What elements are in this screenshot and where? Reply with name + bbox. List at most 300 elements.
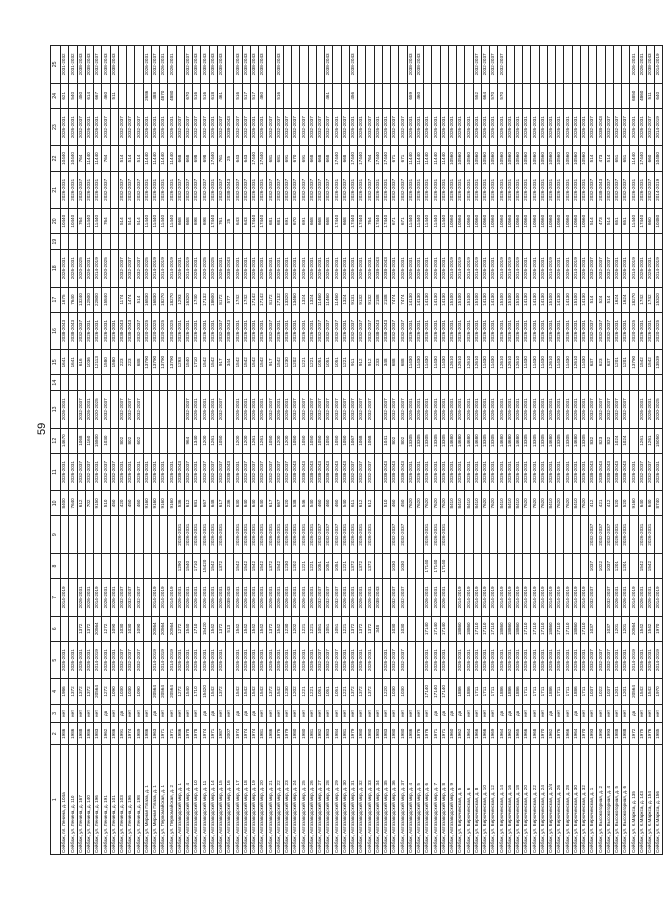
table-cell (151, 375, 159, 391)
table-cell: 2026-2031 (481, 249, 489, 287)
table-cell: дв (209, 704, 217, 723)
table-cell (572, 234, 580, 250)
table-cell: 460 (259, 83, 267, 108)
table-cell: 17140 (440, 554, 448, 579)
table-cell: 2026-2031 (193, 579, 201, 617)
table-cell: 2026-2031 (523, 453, 531, 491)
table-cell: 2026-2031 (613, 516, 621, 554)
table-cell: 11430 (580, 350, 588, 375)
table-cell: 1962 (102, 723, 110, 745)
table-row (597, 46, 605, 855)
table-row (135, 46, 143, 855)
table-cell: 1201 (622, 616, 630, 641)
table-cell: 10560 (473, 209, 481, 234)
table-cell (572, 375, 580, 391)
table-cell: 2026-2031 (94, 108, 102, 146)
table-cell: 2032-2037 (605, 249, 613, 287)
table-cell: 2014-2019 (473, 579, 481, 617)
table-cell: 2014-2019 (160, 579, 168, 617)
table-cell: 2026-2031 (506, 391, 514, 429)
table-cell: 2026-2031 (242, 641, 250, 679)
table-cell: нет (473, 704, 481, 723)
table-cell: 2014-2019 (160, 641, 168, 679)
table-cell (118, 234, 126, 250)
table-cell: 516 (193, 83, 201, 108)
table-cell (556, 554, 564, 579)
table-cell: 16830 (151, 287, 159, 312)
table-cell: нет (333, 704, 341, 723)
table-cell: 2038-2043 (193, 46, 201, 84)
table-row (523, 46, 531, 855)
table-row (201, 46, 209, 855)
table-cell: 698 (201, 209, 209, 234)
table-cell: 2026-2031 (514, 171, 522, 209)
table-cell: 2026-2031 (613, 641, 621, 679)
table-cell: 1711 (531, 679, 539, 704)
table-cell (275, 375, 283, 391)
table-cell: 2032-2037 (267, 453, 275, 491)
table-cell: 2026-2031 (160, 108, 168, 146)
table-cell: 2038-2043 (622, 453, 630, 491)
table-cell: 2026-2031 (415, 171, 423, 209)
table-cell: 2026-2031 (506, 171, 514, 209)
table-cell: 1201 (622, 350, 630, 375)
table-cell: 15100 (473, 287, 481, 312)
table-row (547, 46, 555, 855)
table-row (556, 46, 564, 855)
table-cell (424, 46, 432, 84)
table-cell (448, 46, 456, 84)
table-cell: 17110 (539, 616, 547, 641)
table-cell: 10560 (448, 146, 456, 171)
table-cell: 802 (399, 428, 407, 453)
table-cell: 2026-2031 (110, 641, 118, 679)
table-cell: 20564 (630, 616, 638, 641)
table-cell: нет (382, 704, 390, 723)
table-cell: 1272 (176, 616, 184, 641)
table-cell: 2032-2037 (399, 171, 407, 209)
address-cell: Сейбаж, ул. Бирючинская, д. 30 (572, 745, 580, 855)
address-cell: Сейбаж, Автозаводский мкр, д. 20 (259, 745, 267, 855)
table-cell: 1711 (490, 679, 498, 704)
address-cell: Сейбаж, Автозаводский мкр, д. 17 (234, 745, 242, 855)
table-cell: 18270 (160, 287, 168, 312)
table-cell: 2038-2043 (374, 249, 382, 287)
table-cell: 13320 (283, 287, 291, 312)
table-cell: 670 (184, 83, 192, 108)
table-cell: дв (572, 704, 580, 723)
table-cell: 10560 (539, 209, 547, 234)
table-cell: 1993 (589, 723, 597, 745)
table-cell: 2026-2031 (168, 453, 176, 491)
table-cell: 2026-2031 (61, 171, 69, 209)
table-cell: 15420 (201, 616, 209, 641)
table-cell (630, 375, 638, 391)
table-cell: 1710 (193, 616, 201, 641)
table-cell: нет (490, 704, 498, 723)
table-cell: 664 (481, 83, 489, 108)
table-cell: 11430 (531, 350, 539, 375)
address-cell: Сейбаж, Автозаводский мкр, д. 7 (432, 745, 440, 855)
table-cell (341, 375, 349, 391)
table-cell: 570 (490, 83, 498, 108)
table-cell: 1290 (176, 554, 184, 579)
table-cell: 2026-2031 (242, 249, 250, 287)
table-cell: 2038-2043 (597, 108, 605, 146)
table-cell (176, 83, 184, 108)
table-cell: 2014-2019 (523, 579, 531, 617)
address-cell: Сейбаж, Автозаводский мкр, д. 10 (193, 745, 201, 855)
data-table (50, 45, 663, 855)
table-cell: нет (366, 704, 374, 723)
table-cell: 2032-2037 (399, 641, 407, 679)
table-cell: 460 (333, 491, 341, 516)
address-cell: Сейбаж, Автозаводский мкр, д. 27 (316, 745, 324, 855)
table-cell: 2026-2031 (259, 312, 267, 350)
table-cell (531, 375, 539, 391)
table-cell: 2020-2025 (201, 249, 209, 287)
table-cell: 2032-2037 (300, 391, 308, 429)
table-cell: 764 (77, 209, 85, 234)
table-cell: 2032-2037 (234, 108, 242, 146)
table-cell: 2026-2031 (217, 579, 225, 617)
table-cell (465, 83, 473, 108)
table-cell: 2026-2031 (514, 641, 522, 679)
table-cell: 2026-2031 (366, 641, 374, 679)
table-cell (547, 234, 555, 250)
table-cell: 2026-2031 (415, 108, 423, 146)
table-cell: нет (325, 704, 333, 723)
table-cell: нет (465, 704, 473, 723)
table-row (127, 46, 135, 855)
table-cell: 2026-2031 (160, 46, 168, 84)
table-cell (143, 391, 151, 429)
table-row (77, 46, 85, 855)
table-cell: 2032-2037 (391, 312, 399, 350)
table-cell: 2032-2037 (275, 108, 283, 146)
table-cell: 660 (646, 146, 654, 171)
table-cell (589, 375, 597, 391)
table-cell: 2032-2037 (349, 312, 357, 350)
address-cell: Сейбаж, Автозаводский мкр, д. 1 (176, 745, 184, 855)
table-cell: 15420 (201, 679, 209, 704)
table-cell: 2032-2037 (300, 108, 308, 146)
table-cell (407, 375, 415, 391)
address-cell: Сейбаж, Автозаводский мкр, д. 15 (217, 745, 225, 855)
table-cell: нет (481, 704, 489, 723)
table-cell: 2026-2031 (201, 516, 209, 554)
table-cell: 1740 (193, 287, 201, 312)
table-cell: 1976 (646, 723, 654, 745)
table-cell: 2026-2031 (498, 391, 506, 429)
address-cell: Сейбаж, ул. Ленина, д. 140 (85, 745, 93, 855)
table-cell: 2032-2037 (176, 171, 184, 209)
table-cell: 10560 (490, 209, 498, 234)
table-cell: 618 (209, 83, 217, 108)
table-cell: 2014-2019 (490, 579, 498, 617)
table-cell: 1886 (514, 679, 522, 704)
table-cell: 2026-2031 (531, 312, 539, 350)
table-cell (135, 375, 143, 391)
table-cell (407, 641, 415, 679)
table-cell: 11440 (94, 209, 102, 234)
table-cell: 2026-2031 (201, 312, 209, 350)
table-cell: 524 (597, 287, 605, 312)
table-cell: 659 (407, 83, 415, 108)
table-cell: 2032-2037 (267, 312, 275, 350)
table-cell (382, 375, 390, 391)
table-cell: 2014-2019 (630, 249, 638, 287)
table-cell: 10440 (69, 209, 77, 234)
table-cell: 1372 (267, 679, 275, 704)
table-cell: 14130 (432, 287, 440, 312)
table-cell: 2026-2031 (440, 171, 448, 209)
table-cell: 1051 (325, 616, 333, 641)
table-cell (374, 46, 382, 84)
table-row (638, 46, 646, 855)
table-cell: 11430 (407, 350, 415, 375)
table-cell: 2026-2031 (440, 249, 448, 287)
table-cell: 14680 (514, 428, 522, 453)
table-cell: 2032-2037 (325, 579, 333, 617)
table-cell: 2026-2031 (448, 171, 456, 209)
table-cell: 2032-2037 (605, 108, 613, 146)
table-cell (300, 234, 308, 250)
table-cell: 2026-2031 (465, 641, 473, 679)
table-cell: 2026-2031 (547, 171, 555, 209)
table-cell: 10560 (498, 146, 506, 171)
table-cell: 691 (283, 209, 291, 234)
table-cell (366, 46, 374, 84)
table-cell (382, 616, 390, 641)
table-cell (94, 554, 102, 579)
table-cell: 2014-2019 (168, 641, 176, 679)
table-cell: 17140 (432, 554, 440, 579)
table-cell: 2038-2043 (415, 46, 423, 84)
table-cell: 10560 (531, 209, 539, 234)
table-cell: 2026-2031 (69, 249, 77, 287)
table-cell: 2026-2031 (448, 108, 456, 146)
table-cell: 2032-2037 (349, 453, 357, 491)
table-cell: 1221 (308, 616, 316, 641)
table-cell: 761 (217, 146, 225, 171)
table-cell: 2026-2031 (481, 641, 489, 679)
table-cell: 2026-2031 (481, 312, 489, 350)
table-cell: 2026-2031 (514, 391, 522, 429)
table-cell: 764 (102, 209, 110, 234)
table-cell: 14130 (580, 287, 588, 312)
table-cell: 1542 (209, 554, 217, 579)
table-cell: 2032-2037 (399, 579, 407, 617)
table-row (415, 46, 423, 855)
table-cell (407, 516, 415, 554)
table-cell: 450 (127, 491, 135, 516)
table-cell: 2026-2031 (250, 249, 258, 287)
table-cell: 2026-2031 (432, 391, 440, 429)
table-cell: 1989 (135, 723, 143, 745)
table-cell: 1960 (448, 723, 456, 745)
table-cell: 2026-2031 (61, 249, 69, 287)
table-cell: 2026-2031 (259, 516, 267, 554)
table-cell: 1068 (77, 428, 85, 453)
table-cell: 2026-2031 (193, 453, 201, 491)
table-cell (374, 491, 382, 516)
table-cell (531, 554, 539, 579)
table-cell: 2026-2031 (242, 391, 250, 429)
table-cell: 1221 (308, 554, 316, 579)
table-cell: 2032-2037 (473, 46, 481, 84)
table-cell: 2026-2031 (531, 171, 539, 209)
table-cell (539, 554, 547, 579)
table-cell: 2032-2037 (391, 641, 399, 679)
table-cell: 1372 (217, 679, 225, 704)
table-cell: 1037 (589, 616, 597, 641)
table-cell (556, 375, 564, 391)
table-cell: 2026-2031 (630, 46, 638, 84)
table-cell (85, 234, 93, 250)
address-cell: Сейбаж, Автозаводский мкр, д. 14 (209, 745, 217, 855)
table-cell: 8410 (547, 491, 555, 516)
column-header: 6 (51, 616, 61, 641)
table-cell (514, 516, 522, 554)
table-row (151, 46, 159, 855)
table-cell (61, 234, 69, 250)
table-cell (514, 83, 522, 108)
table-cell: 1966 (523, 723, 531, 745)
table-cell: 1993 (605, 723, 613, 745)
table-cell: 2031-2032 (69, 46, 77, 84)
table-row (102, 46, 110, 855)
table-cell: 2032-2037 (102, 108, 110, 146)
table-cell: нет (556, 704, 564, 723)
table-cell: 2032-2037 (267, 391, 275, 429)
table-cell (457, 516, 465, 554)
table-cell: 460 (316, 491, 324, 516)
table-row (85, 46, 93, 855)
table-row (564, 46, 572, 855)
table-cell: 10560 (556, 209, 564, 234)
table-cell: 2014-2019 (94, 641, 102, 679)
table-cell: 10560 (465, 146, 473, 171)
table-cell: 1372 (69, 679, 77, 704)
table-row (226, 46, 234, 855)
table-cell: 668 (325, 146, 333, 171)
table-cell: 802 (391, 428, 399, 453)
table-cell: 2020-2025 (94, 391, 102, 429)
table-cell: 2026-2031 (646, 579, 654, 617)
table-cell: 2014-2019 (547, 249, 555, 287)
table-cell (69, 391, 77, 429)
table-cell (498, 234, 506, 250)
column-header: 11 (51, 453, 61, 491)
table-cell: 2020-2025 (209, 249, 217, 287)
table-cell (69, 579, 77, 617)
table-cell: 2032-2037 (176, 108, 184, 146)
table-cell: 832 (605, 428, 613, 453)
table-cell (308, 46, 316, 84)
table-cell: 2032-2037 (135, 108, 143, 146)
table-cell: 2032-2037 (118, 171, 126, 209)
table-cell (580, 516, 588, 554)
table-cell (432, 234, 440, 250)
table-cell: 1542 (638, 350, 646, 375)
column-header: 8 (51, 554, 61, 579)
table-cell: 488 (151, 83, 159, 108)
table-cell: 461 (217, 83, 225, 108)
table-cell (407, 616, 415, 641)
table-cell (358, 234, 366, 250)
table-cell (85, 375, 93, 391)
table-cell: 348 (374, 616, 382, 641)
table-cell: 2038-2043 (85, 46, 93, 84)
table-cell: 2026-2031 (646, 249, 654, 287)
table-cell: 640 (259, 491, 267, 516)
table-cell (358, 46, 366, 84)
table-cell: 2026-2031 (564, 171, 572, 209)
table-cell: 2026-2031 (481, 171, 489, 209)
table-cell: 11440 (94, 146, 102, 171)
table-cell: 1030 (399, 616, 407, 641)
table-cell: 1980 (391, 723, 399, 745)
table-cell: 8410 (457, 491, 465, 516)
table-cell: 2026-2031 (646, 641, 654, 679)
table-cell: нет (308, 704, 316, 723)
table-cell: 14130 (415, 287, 423, 312)
table-cell (531, 234, 539, 250)
table-cell: 1201 (622, 679, 630, 704)
table-cell (498, 375, 506, 391)
table-row (143, 46, 151, 855)
table-cell (374, 391, 382, 429)
table-cell: 617 (267, 491, 275, 516)
table-cell: 17440 (638, 209, 646, 234)
table-cell (622, 46, 630, 84)
table-cell: 612 (366, 491, 374, 516)
table-cell: 2026-2031 (547, 108, 555, 146)
table-cell: 2026-2031 (432, 579, 440, 617)
table-cell: 623 (597, 350, 605, 375)
table-cell: 223 (118, 350, 126, 375)
table-cell: 671 (391, 209, 399, 234)
table-cell (333, 83, 341, 108)
table-cell: 2032-2037 (366, 391, 374, 429)
table-cell: 12610 (465, 350, 473, 375)
table-cell: 2026-2031 (160, 453, 168, 491)
table-cell: 668 (325, 209, 333, 234)
table-cell: 2026-2031 (547, 453, 555, 491)
table-cell (143, 679, 151, 704)
table-cell (316, 46, 324, 84)
table-cell: 1980 (358, 723, 366, 745)
table-cell: 2026-2031 (267, 579, 275, 617)
table-cell: 2014-2019 (151, 579, 159, 617)
table-cell: 11430 (523, 350, 531, 375)
table-cell: 11430 (415, 350, 423, 375)
table-cell: 10560 (580, 146, 588, 171)
table-cell: 1974 (127, 723, 135, 745)
table-cell: 681 (267, 209, 275, 234)
table-cell: 10560 (506, 146, 514, 171)
table-cell: 2026-2031 (572, 171, 580, 209)
table-cell: 17140 (424, 554, 432, 579)
table-cell (143, 234, 151, 250)
table-cell (481, 375, 489, 391)
table-cell: 2026-2031 (85, 249, 93, 287)
table-cell: 2026-2031 (498, 171, 506, 209)
table-row (539, 46, 547, 855)
table-cell (589, 46, 597, 84)
table-cell: 1201 (622, 554, 630, 579)
